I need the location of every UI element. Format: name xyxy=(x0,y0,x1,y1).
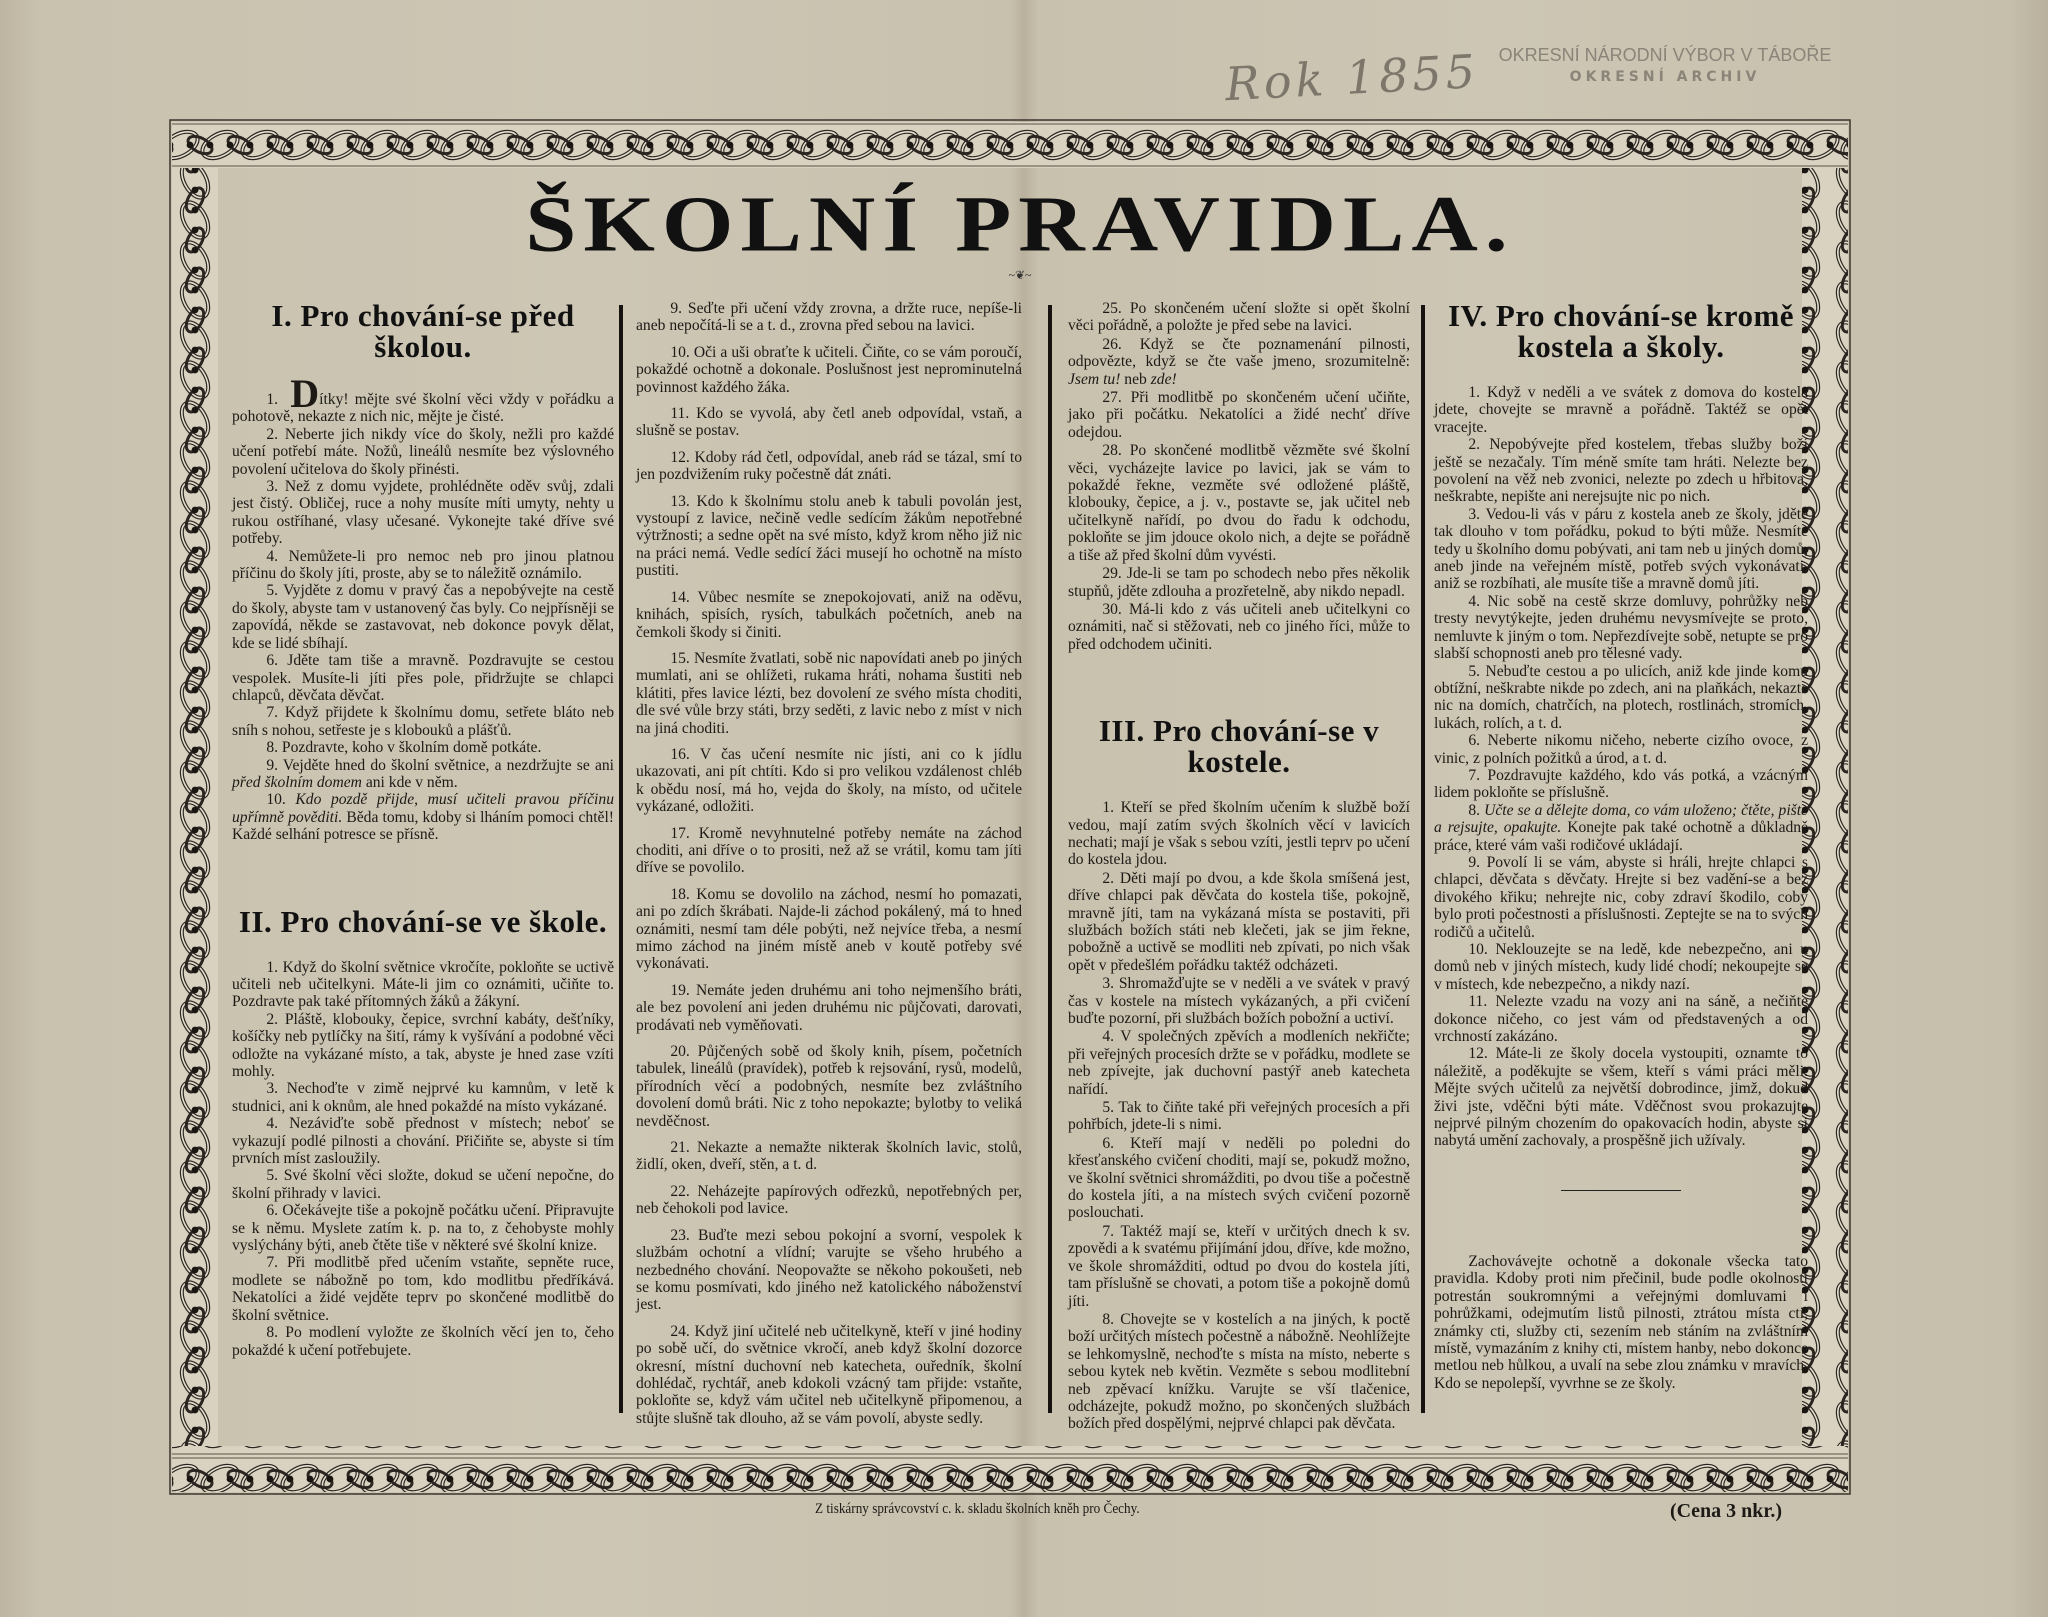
item-text: Nemáte jeden druhému ani toho nejmenšího bráti, ale bez povolení ani jeden druhému nic půjčovati, darovati, prodávati neb vyměňovati. xyxy=(636,981,1023,1034)
item-text: Nelezte vzadu na vozy ani na sáně, a nečiňte dokonce ničeho, co jest vám od představených a od vrchností zakázáno. xyxy=(1434,993,1808,1046)
item-text: Při modlitbě před učením vstaňte, sepněte ruce, modlete se nábožně po tom, kdo modlitbu předříkává. Nekatolíci a židé vejděte teprv po skončené modlitbě do školní světnice. xyxy=(232,1254,614,1324)
printer-imprint: Z tiskárny správcovství c. k. skladu školních kněh pro Čechy. xyxy=(815,1501,1140,1517)
item-text: Nekazte a nemažte nikterak školních lavic, stolů, židlí, oken, dveří, stěn, a t. d. xyxy=(636,1139,1022,1174)
rule-item xyxy=(636,449,1022,484)
item-text: Když přijdete k školnímu domu, setřete bláto neb sníh s nohou, setřeste je s klobouků a plášťů. xyxy=(232,704,615,739)
rule-item xyxy=(232,652,614,704)
rule-item xyxy=(636,493,1022,580)
item-number: 10. xyxy=(1468,941,1488,958)
item-text: Chovejte se v kostelích a na jiných, k poctě boží určitých místech počestně a nábožně. Neohlížejte se lehkomyslně, nechoďte s místa na místo, neberte s sebou kytek neb květin. Vezměte s sebou modlitební neb zpěvací knížku. Varujte se vší tlačenice, odcházejte, pokudž možno, po skončených službách božích před dospělými, nejprvé chlapci pak děvčata. xyxy=(1068,1310,1410,1433)
item-text: Máte-li ze školy docela vystoupiti, oznamte to náležitě, a poděkujte se všem, kteří s vámi práci měli. Mějte svých učitelů za největší dobrodince, jimž, dokud živi jste, vděčni býti máte. Vděčnost svou prokazujte nejprvé pilným chozením do opakovacích hodin, abyste si nabytá umění zachovaly, a prospěšně jich užívaly. xyxy=(1434,1045,1809,1150)
item-number: 10. xyxy=(670,343,690,361)
item-number: 15. xyxy=(670,649,690,667)
rule-item xyxy=(636,344,1022,396)
item-number: 9. xyxy=(670,300,683,317)
item-text: Neberte jich nikdy více do školy, nežli pro každé učení potřebí máte. Nožů, lineálů nesmíte bez výslovného povolení učitelova do školy přinésti. xyxy=(232,425,614,478)
item-number: 27. xyxy=(1102,389,1122,407)
item-number: 8. xyxy=(266,739,279,757)
column-rule xyxy=(1048,305,1052,1413)
item-number: 6. xyxy=(266,1202,279,1220)
item-text: Kdo se vyvolá, aby četl aneb odpovídal, vstaň, a slušně se postav. xyxy=(636,405,1022,440)
handwritten-year: Rok 1855 xyxy=(1223,44,1481,112)
title-ornament: ~❦~ xyxy=(1008,268,1032,282)
item-number: 11. xyxy=(670,405,690,423)
item-number: 16. xyxy=(670,745,690,763)
item-text: Než z domu vyjdete, prohlédněte oděv svůj, zdali jest čistý. Obličej, ruce a nohy musíte míti umyty, nehty u rukou ostříhané, vlasy učesané. Vykonejte také dříve své potřeby. xyxy=(232,478,615,548)
column-4 xyxy=(1434,300,1808,1392)
item-text: Půjčených sobě od školy knih, písem, početních tabulek, lineálů (pravídek), potřeb k rejsování, rysů, modelů, přírodních věcí a podobných, nesmíte bez zvláštního dovolení domů bráti. Nic z toho nepokazte; bylotby to veliká nevděčnost. xyxy=(636,1043,1022,1130)
item-number: 17. xyxy=(670,824,690,842)
rule-item xyxy=(1068,870,1410,974)
item-text: V společných zpěvích a modleních nekřičte; při veřejných procesích držte se v pořádku, modlete se neb zpívejte, jak duchovní pastýř aneb katecheta nařídí. xyxy=(1068,1028,1410,1098)
rule-item xyxy=(232,548,614,583)
item-text: Nechoďte v zimě nejprvé ku kamnům, v letě k studnici, ani k oknům, ale hned pokaždé na místo vykázané. xyxy=(232,1080,614,1115)
rule-item xyxy=(636,1183,1022,1218)
item-number: 5. xyxy=(266,1167,279,1185)
item-number: 3. xyxy=(1468,505,1481,523)
item-number: 8. xyxy=(266,1324,279,1342)
item-text: před školním domem xyxy=(232,773,362,791)
stamp-line-2: OKRESNÍ ARCHIV xyxy=(1569,69,1761,85)
item-text: Shromažďujte se v neděli a ve svátek v pravý čas v kostele na místech vykázaných, a při cvičení buďte pozorní, při službách božích pobožní a uctiví. xyxy=(1068,975,1410,1027)
item-number: 2. xyxy=(266,1010,279,1028)
item-text: Nemůžete-li pro nemoc neb pro jinou platnou příčinu do školy jíti, proste, aby se to náležitě oznámilo. xyxy=(232,547,614,583)
item-number: 21. xyxy=(670,1139,690,1157)
column-1 xyxy=(232,300,614,1359)
rule-item xyxy=(636,1323,1022,1427)
item-text: Seďte při učení vždy zrovna, a držte ruce, nepíše-li aneb nepočítá-li se a t. d., zrovna před sebou na lavici. xyxy=(636,300,1022,335)
column-3 xyxy=(1068,300,1410,1434)
rule-item xyxy=(232,582,614,652)
item-text: neb xyxy=(1120,370,1151,388)
item-text: Taktéž mají se, kteří v určitých dnech k sv. zpovědi a k svatému přijímání jdou, dříve, kde možno, ve škole shromážditi, odtud po dvou do kostela jíti, tam příslušně se chovati, a potom tiše a pokojně domů jíti. xyxy=(1068,1222,1410,1310)
item-number: 25. xyxy=(1102,300,1122,317)
item-text: Po skončené modlitbě vězměte své školní věci, vycházejte lavice po lavici, jak se vám to pokaždé řekne, vezměte své odložené pláště, klobouky, čepice, a j. v., postavte se, jak učitel neb učitelkyně nařídí, po dvou do řadu k odchodu, pokloňte se jim jdouce okolo nich, a dejte se pořádně a tiše až před školní dům vyvésti. xyxy=(1068,442,1410,564)
item-text: Neklouzejte se na ledě, kde nebezpečno, ani u domů neb v jiných místech, kudy lidé chodí; nekoupejte se v místech, kde nebezpečno, a nikdy nazí. xyxy=(1434,941,1808,993)
rule-item xyxy=(1068,442,1410,564)
drop-cap: D xyxy=(290,371,320,416)
page-title: ŠKOLNÍ PRAVIDLA. xyxy=(525,180,1515,268)
item-number: 20. xyxy=(670,1043,690,1061)
item-text: Jde-li se tam po schodech nebo přes několik stupňů, jděte zdlouha a prozřetelně, aby nikdo nepadl. xyxy=(1068,565,1410,600)
rule-item xyxy=(1434,732,1808,767)
item-number: 3. xyxy=(266,1080,279,1098)
item-text: Nesmíte žvatlati, sobě nic napovídati aneb po jiných mumlati, ani se ohlížeti, rukama hráti, nohama šustiti neb klátiti, přes lavice lézti, bez dovolení ze svého místa choditi, dle své vůle brzy státi, brzy seděti, z lavic nebo z míst v nich na jiná choditi. xyxy=(636,649,1022,737)
rule-item xyxy=(1434,384,1808,436)
item-text: Neberte nikomu ničeho, neberte cizího ovoce, z vinic, z polních požitků a úrod, a t. d. xyxy=(1434,732,1808,767)
rule-item xyxy=(1068,1223,1410,1310)
item-number: 9. xyxy=(266,756,279,774)
item-number: 5. xyxy=(1468,662,1481,680)
item-number: 2. xyxy=(1468,436,1481,454)
item-number: 9. xyxy=(1468,853,1481,871)
section-heading: IV. Pro chování-se kromě kostela a školy. xyxy=(1447,298,1795,364)
rule-item xyxy=(232,704,614,739)
item-text: Běda tomu, kdoby si lháním pomoci chtěl! Každé selhání potresce se přísně. xyxy=(232,808,614,844)
item-number: 7. xyxy=(1468,766,1481,784)
rule-item xyxy=(232,791,614,843)
item-text: Komu se dovolilo na záchod, nesmí ho pomazati, ani po zdích škrábati. Najde-li záchod pokálený, má to hned oznámiti, nesmí tam déle pobýti, než nejvíce třeba, a nesmí mimo záchod na jiném místě aneb v koutě potřeby své vykonávati. xyxy=(636,885,1022,973)
item-text: Děti mají po dvou, a kde škola smíšená jest, dříve chlapci pak děvčata do kostela tiše, pokojně, mravně jíti, tam na vykázaná místa se postaviti, při službách božích státi neb klečeti, jak se jim řekne, pobožně a uctivě se modliti neb zpívati, po nich však opět v předešlém pořádku taktéž odcházeti. xyxy=(1068,869,1410,974)
rule-item xyxy=(636,1043,1022,1130)
rule-item xyxy=(1068,336,1410,388)
item-number: 10. xyxy=(266,791,286,809)
item-text: ani kde v něm. xyxy=(361,773,458,791)
item-number: 3. xyxy=(266,478,279,496)
rule-item xyxy=(1434,593,1808,663)
rule-item xyxy=(1434,506,1808,593)
item-number: 1. xyxy=(1468,384,1481,401)
item-number: 2. xyxy=(266,425,279,443)
item-text: Při modlitbě po skončeném učení učiňte, jako při počátku. Nekatolíci a židé nechť dříve odejdou. xyxy=(1068,389,1410,441)
item-number: 4. xyxy=(266,547,279,565)
section-heading: I. Pro chování-se před školou. xyxy=(271,298,575,364)
item-number: 4. xyxy=(1102,1028,1115,1046)
item-text: Když se čte poznamenání pilnosti, odpovězte, když se čte vaše jmeno, srozumitelně: xyxy=(1068,335,1410,371)
section-heading: II. Pro chování-se ve škole. xyxy=(238,903,608,939)
item-text: Své školní věci složte, dokud se učení nepočne, do školní přihrady v lavici. xyxy=(232,1167,614,1202)
item-number: 26. xyxy=(1102,335,1122,353)
item-number: 8. xyxy=(1468,801,1481,819)
rule-item xyxy=(1434,767,1808,802)
item-number: 4. xyxy=(266,1115,279,1133)
rule-item xyxy=(232,371,614,426)
rule-item xyxy=(1434,436,1808,506)
rule-item xyxy=(636,1227,1022,1314)
item-text: Nebuďte cestou a po ulicích, aniž kde jinde komu obtížní, neškrabte nikde po zdech, ani na plaňkách, nekazte nic na domích, chatrčích, na plotech, rostlinách, stromích, lukách, rolích, a t. d. xyxy=(1434,662,1808,732)
rule-item xyxy=(636,589,1022,641)
item-text: Nic sobě na cestě skrze domluvy, pohrůžky neb tresty nevytýkejte, jeden druhému nevysmívejte se proto, nemluvte k jiným o tom. Nepřezdívejte sobě, netupte se pro slabší schopnosti aneb pro tělesné vady. xyxy=(1434,592,1808,663)
rule-item xyxy=(232,478,614,548)
item-number: 7. xyxy=(266,704,279,722)
rule-item xyxy=(1434,1045,1808,1149)
rule-item xyxy=(232,1202,614,1254)
rule-item xyxy=(1068,601,1410,653)
item-text: Kdo k školnímu stolu aneb k tabuli povolán jest, vystoupí z lavice, nečině vedle sedícím žákům nepotřebné výtržnosti; a sedne opět na své místo, když krom něho již nic na práci nemá. Vedle sedící žáci musejí ho ochotně na místo pustiti. xyxy=(636,492,1022,580)
item-text: Pozdravte, koho v školním domě potkáte. xyxy=(281,739,542,757)
item-text: Kteří mají v neděli po poledni do křesťanského cvičení choditi, mají se, pokudž možno, ve školní světnici shromážditi, po dvou tiše a počestně do kostela jíti, a na místech svých cvičení pozorně poslouchati. xyxy=(1068,1134,1410,1222)
item-text: Povolí li se vám, abyste si hráli, hrejte chlapci s chlapci, děvčata s děvčaty. Hrejte si bez vadění-se a bez divokého křiku; nehrejte nic, coby zdraví škodilo, coby bylo proti počestnosti a příslušnosti. Zeptejte se na to svých rodičů a učitelů. xyxy=(1434,853,1808,941)
item-number: 14. xyxy=(670,588,690,606)
column-2 xyxy=(636,300,1022,1436)
rule-item xyxy=(1434,941,1808,993)
item-number: 18. xyxy=(670,885,690,903)
rule-item xyxy=(232,1167,614,1202)
item-text: Když do školní světnice vkročíte, pokloňte se uctivě učiteli neb učitelkyni. Máte-li jim co oznámiti, učiňte to. Pozdravte pak také přítomných žáků a žákyní. xyxy=(232,958,614,1011)
item-number: 6. xyxy=(1468,732,1481,750)
item-number: 11. xyxy=(1468,993,1488,1011)
rule-item xyxy=(636,1139,1022,1174)
item-number: 8. xyxy=(1102,1310,1115,1328)
item-text: Oči a uši obraťte k učiteli. Čiňte, co se vám poroučí, pokaždé ochotně a dokonale. Poslušnost jest neprominutelná povinnost každého žáka. xyxy=(636,343,1022,396)
rule-item xyxy=(1068,799,1410,869)
rule-item xyxy=(1068,1311,1410,1433)
item-number: 7. xyxy=(266,1254,279,1272)
closing-paragraph: Zachovávejte ochotně a dokonale všecka tato pravidla. Kdoby proti nim přečinil, bude podle okolností potrestán soukromnými a veřejnými domluvami i pohrůžkami, odejmutím listů pilnosti, ztrátou místa cti, známky cti, služby cti, sezením neb stáním na zvláštním místě, vymazáním z knihy cti, místem hanby, nebo dokonce metlou neb hůlkou, a uvalí na sebe zlou známku v mravích. Kdo se nepolepší, vyvrhne se ze školy. xyxy=(1434,1252,1808,1392)
rule-item xyxy=(1068,975,1410,1027)
item-text: Když v neděli a ve svátek z domova do kostela jdete, chovejte se mravně a pořádně. Taktéž se opět vracejte. xyxy=(1434,384,1808,436)
item-text: Neházejte papírových odřezků, nepotřebných per, neb čehokoli pod lavice. xyxy=(636,1182,1022,1218)
item-number: 4. xyxy=(1468,592,1481,610)
item-text: V čas učení nesmíte nic jísti, ani co k jídlu ukazovati, ani pít chtíti. Kdo si pro velikou vzdálenost chléb k obědu nosí, má ho, vejda do školy, na místo, od učitele vykázané, odložiti. xyxy=(636,745,1022,816)
item-text: Jděte tam tiše a mravně. Pozdravujte se cestou vespolek. Musíte-li jíti přes pole, přidržujte se chlapci chlapců, děvčata děvčat. xyxy=(232,652,614,704)
item-number: 2. xyxy=(1102,869,1115,887)
rule-item xyxy=(1068,389,1410,441)
rule-item xyxy=(232,757,614,792)
rule-item xyxy=(1434,802,1808,854)
item-number: 29. xyxy=(1102,565,1122,583)
rule-item xyxy=(636,746,1022,816)
item-number: 6. xyxy=(1102,1134,1115,1152)
item-number: 19. xyxy=(670,981,690,999)
item-text: Učte se a dělejte doma, co vám uloženo; čtěte, pište a rejsujte, opakujte. xyxy=(1434,801,1808,837)
item-text: Kteří se před školním učením k službě boží vedou, mají zatím svých školních věcí v lavicích nechati; mají je však s sebou vzíti, jestli teprv po učení do kostela jdou. xyxy=(1068,799,1410,869)
item-text: Po modlení vyložte ze školních věcí jen to, čeho pokaždé k učení potřebujete. xyxy=(232,1324,614,1359)
item-number: 1. xyxy=(1102,799,1115,817)
rule-item xyxy=(1068,565,1410,600)
item-text: Vedou-li vás v páru z kostela aneb ze školy, jděte tak dlouho v tom pořádku, pokud to býti může. Nesmíte tedy u školního domu pobývati, ani tam neb u jiných domů, aneb jinde na veřejném místě, potřeb svých vykonávati, aniž se rozbíhati, ale musíte tiše a mravně domů jíti. xyxy=(1434,505,1808,593)
rule-item xyxy=(636,405,1022,440)
column-rule xyxy=(1421,305,1425,1413)
item-number: 13. xyxy=(670,492,690,510)
rule-item xyxy=(636,300,1022,335)
item-text: zde! xyxy=(1150,370,1177,388)
rule-item xyxy=(1434,663,1808,733)
rule-item xyxy=(1068,1028,1410,1098)
rule-item xyxy=(1434,993,1808,1045)
rule-item xyxy=(232,739,614,756)
item-number: 3. xyxy=(1102,975,1115,993)
item-text: Nezáviďte sobě přednost v místech; neboť se vykazují podlé pilnosti a chování. Přičiňte se, abyste si tím prvních míst zasloužily. xyxy=(232,1115,614,1168)
item-number: 23. xyxy=(670,1226,690,1244)
rule-item xyxy=(232,1115,614,1167)
item-text: Kdo pozdě přijde, musí učiteli pravou příčinu upřímně pověditi. xyxy=(232,791,614,826)
item-number: 12. xyxy=(1468,1045,1488,1063)
rule-item xyxy=(636,886,1022,973)
item-number: 22. xyxy=(670,1182,690,1200)
item-text: Vyjděte z domu v pravý čas a nepobývejte na cestě do školy, abyste tam v ustanovený čas byly. Co nejpřísněji se zapovídá, někde se zastavovat, neb dokonce povyk dělat, kde se lidé sbíhají. xyxy=(232,582,614,652)
item-text: Po skončeném učení složte si opět školní věci pořádně, a položte je před sebe na lavici. xyxy=(1068,300,1410,335)
section-heading: III. Pro chování-se v kostele. xyxy=(1098,713,1380,780)
rule-item xyxy=(232,1254,614,1324)
item-number: 28. xyxy=(1102,442,1122,460)
price-label: (Cena 3 nkr.) xyxy=(1670,1500,1783,1522)
item-number: 12. xyxy=(670,448,690,466)
item-number: 30. xyxy=(1102,600,1122,618)
item-text: Tak to čiňte také při veřejných procesích a při pohřbích, jdete-li s nimi. xyxy=(1068,1099,1410,1134)
item-text: Pozdravujte každého, kdo vás potká, a vzácným lidem pokloňte se příslušně. xyxy=(1434,766,1808,802)
rule-item xyxy=(232,959,614,1011)
stamp-line-1: OKRESNÍ NÁRODNÍ VÝBOR V TÁBOŘE xyxy=(1498,45,1832,65)
item-text: Má-li kdo z vás učiteli aneb učitelkyni co oznámiti, nač si stěžovati, neb co jiného říci, může to před odchodem učiniti. xyxy=(1068,600,1410,653)
rule-item xyxy=(232,1080,614,1115)
item-number: 5. xyxy=(1102,1099,1115,1117)
rule-item xyxy=(232,1324,614,1359)
item-number: 1. xyxy=(266,958,279,976)
rule-item xyxy=(636,650,1022,737)
item-text: Vejděte hned do školní světnice, a nezdržujte se ani xyxy=(282,756,615,774)
rule-item xyxy=(232,1011,614,1081)
item-text: Očekávejte tiše a pokojně počátku učení. Připravujte se k němu. Myslete zatím k. p. na to, z čehobyste mohly vyslýchány býti, aneb čtěte tiše v některé své školní knize. xyxy=(232,1202,614,1255)
item-number: 7. xyxy=(1102,1222,1115,1240)
item-number: 1. xyxy=(266,391,279,408)
rule-item xyxy=(232,426,614,478)
rule-item xyxy=(1068,1099,1410,1134)
rule-item xyxy=(1434,854,1808,941)
item-number: 6. xyxy=(266,652,279,670)
item-text: Pláště, klobouky, čepice, svrchní kabáty, dešťníky, košíčky neb pytlíčky na šití, rámy k vyšívání a podobné věci odložte na vykázané místo, a tak, abyste je hned zase vzíti mohly. xyxy=(232,1010,615,1080)
item-text: Když jiní učitelé neb učitelkyně, kteří v jiné hodiny po sobě učí, do světnice vkročí, aneb když školní dozorce okresní, místní duchovní neb katecheta, ouředník, školní dohlédač, rychtář, aneb kdokoli vzácný tam přijde: vstaňte, pokloňte se, když vám učitel neb učitelkyně připomenou, a stůjte slušně tak dlouho, až se vám povolí, abyste sedly. xyxy=(636,1322,1022,1427)
item-text: Konejte pak také ochotně a důkladně práce, které vám vaši rodičové ukládají. xyxy=(1434,819,1809,854)
item-text: Jsem tu! xyxy=(1068,370,1121,388)
column-rule xyxy=(619,305,623,1413)
rule-item xyxy=(636,825,1022,877)
rule-item xyxy=(636,982,1022,1034)
item-text: Kromě nevyhnutelné potřeby nemáte na záchod choditi, ani dříve o to prositi, než až se vrátil, komu tam jíti dříve se povolilo. xyxy=(636,824,1022,877)
item-text: Kdoby rád četl, odpovídal, aneb rád se tázal, smí to jen pozdvižením ruky počestně dát znáti. xyxy=(636,448,1022,484)
rule-item xyxy=(1068,1135,1410,1222)
closing-separator xyxy=(1561,1190,1681,1191)
item-text: Vůbec nesmíte se znepokojovati, aniž na oděvu, knihách, spisích, rysích, tabulkách početních, aneb na čemkoli škody si činiti. xyxy=(636,588,1022,641)
item-text: Buďte mezi sebou pokojní a svorní, vespolek k službám ochotní a vlídní; varujte se všeho hrubého a nezbedného chování. Neopovažte se někoho pokoušeti, neb se komu posmívati, kdo jiného než katolického náboženství jest. xyxy=(636,1226,1023,1314)
item-number: 5. xyxy=(266,582,279,600)
item-text: ítky! mějte své školní věci vždy v pořádku a pohotově, nekazte z nich nic, mějte je čisté. xyxy=(232,391,614,426)
rule-item xyxy=(1068,300,1410,335)
item-text: Nepobývejte před kostelem, třebas služby boží ještě se nezačaly. Tím méně smíte tam hráti. Nelezte bez povolení na věž neb zvonici, nelezte po zdech u hřbitova, neškrabte, nepište ani nerejsujte nic po nich. xyxy=(1434,436,1808,506)
item-number: 24. xyxy=(670,1322,690,1340)
